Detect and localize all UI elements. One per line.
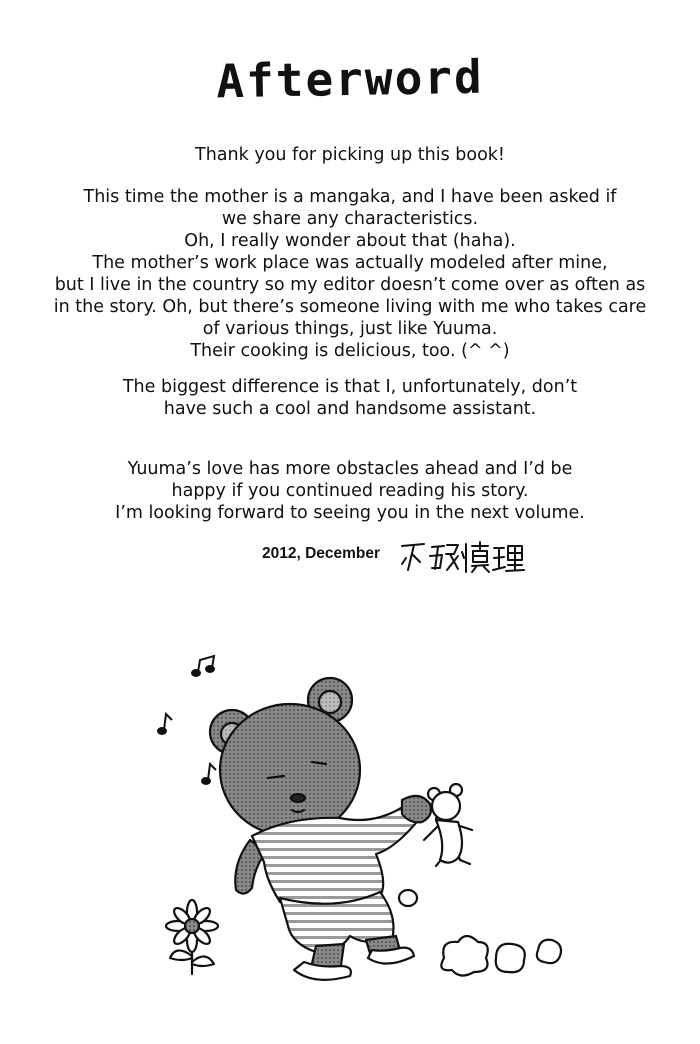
paragraph-closing (0, 458, 700, 524)
text-line: The mother’s work place was actually modeled after mine, (92, 253, 608, 273)
text-line: Oh, I really wonder about that (haha). (184, 231, 516, 251)
text-line: happy if you continued reading his story. (171, 481, 529, 501)
date-line: 2012, December (262, 545, 381, 562)
paragraph-difference (0, 376, 700, 420)
text-line: but I live in the country so my editor doesn’t come over as often as (54, 275, 646, 295)
text-line: of various things, just like Yuuma. (202, 319, 498, 339)
music-note-icon (158, 714, 172, 734)
text-line: The biggest difference is that I, unfortunately, don’t (122, 377, 578, 397)
text-line: This time the mother is a mangaka, and I have been asked if (83, 187, 617, 207)
text-line: Thank you for picking up this book! (195, 145, 505, 165)
music-note-icon (192, 656, 214, 676)
text-line: I’m looking forward to seeing you in the next volume. (115, 503, 585, 523)
text-line: Their cooking is delicious, too. (^ ^) (190, 341, 510, 361)
bear-illustration (140, 640, 580, 1000)
music-note-icon (202, 764, 216, 784)
text-line: have such a cool and handsome assistant. (163, 399, 537, 419)
paragraph-thanks (0, 144, 700, 166)
author-signature (398, 538, 528, 578)
text-line: we share any characteristics. (221, 209, 479, 229)
page-title: Afterword (215, 49, 485, 109)
text-line: Yuuma’s love has more obstacles ahead and I’d be (127, 459, 573, 479)
paragraph-mangaka (0, 186, 700, 362)
text-line: in the story. Oh, but there’s someone living with me who takes care (53, 297, 647, 317)
